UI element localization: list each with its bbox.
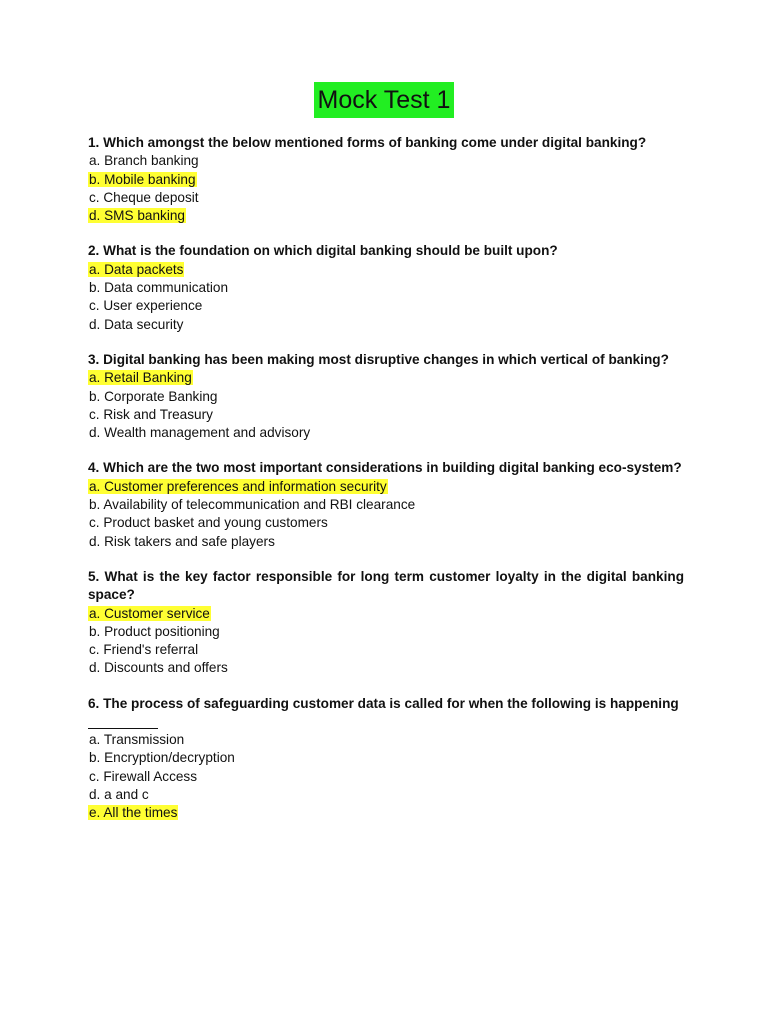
option: a. Branch banking	[89, 153, 199, 169]
option: c. Friend's referral	[89, 642, 199, 658]
option: c. Cheque deposit	[89, 189, 199, 205]
option-highlighted: a. Customer preferences and information security	[89, 478, 387, 494]
question-1	[88, 134, 684, 225]
question-text: 1. Which amongst the below mentioned forms of banking come under digital banking?	[88, 135, 647, 150]
option-highlighted: a. Retail Banking	[89, 370, 192, 386]
option-highlighted: b. Mobile banking	[89, 171, 196, 187]
title-container	[0, 82, 768, 118]
question-text: 2. What is the foundation on which digital banking should be built upon?	[88, 243, 558, 259]
question-text: 4. Which are the two most important considerations in building digital banking eco-system?	[88, 460, 682, 476]
option: d. Wealth management and advisory	[89, 425, 311, 441]
option: b. Data communication	[89, 280, 229, 296]
question-text: 3. Digital banking has been making most disruptive changes in which vertical of banking?	[88, 351, 669, 367]
option: b. Encryption/decryption	[89, 750, 235, 766]
option-highlighted: e. All the times	[89, 805, 178, 821]
page-title: Mock Test 1	[314, 82, 455, 118]
question-6	[88, 695, 684, 823]
option: d. a and c	[89, 786, 149, 802]
option: b. Product positioning	[89, 623, 220, 639]
option: d. Data security	[89, 316, 184, 332]
option: c. Firewall Access	[89, 768, 198, 784]
option-highlighted: a. Data packets	[89, 261, 184, 277]
option: c. Risk and Treasury	[89, 406, 213, 422]
answer-blank-line	[88, 713, 158, 729]
option: c. Product basket and young customers	[89, 515, 328, 531]
question-3	[88, 351, 684, 442]
option-highlighted: d. SMS banking	[89, 208, 185, 224]
question-text: 5. What is the key factor responsible for long term customer loyalty in the digital banking space?	[88, 568, 684, 603]
question-list	[88, 134, 684, 840]
option: c. User experience	[89, 298, 203, 314]
question-4	[88, 459, 684, 550]
option: b. Availability of telecommunication and RBI clearance	[89, 497, 416, 513]
option: b. Corporate Banking	[89, 388, 218, 404]
option-highlighted: a. Customer service	[89, 605, 210, 621]
question-5	[88, 568, 684, 678]
option: a. Transmission	[89, 732, 185, 748]
question-2	[88, 242, 684, 333]
option: d. Risk takers and safe players	[89, 533, 275, 549]
question-text: 6. The process of safeguarding customer data is called for when the following is happening	[88, 695, 679, 711]
option: d. Discounts and offers	[89, 660, 228, 676]
